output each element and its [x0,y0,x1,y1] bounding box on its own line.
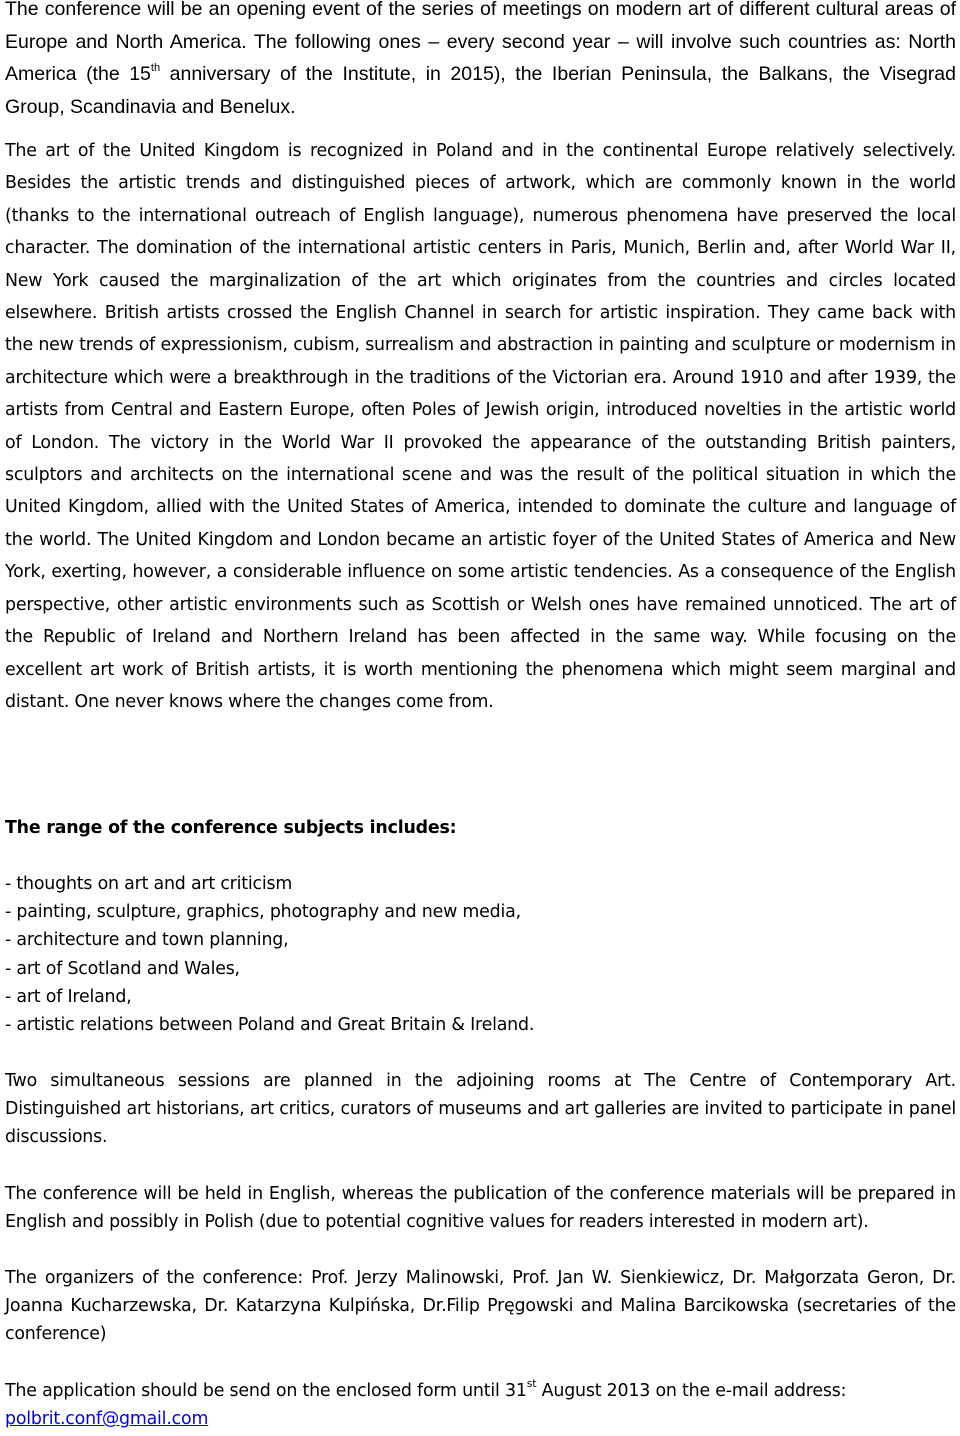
application-superscript: st [526,1377,537,1390]
application-text-part2: August 2013 on the e-mail address: [536,1381,847,1401]
subject-item: - artistic relations between Poland and Great Britain & Ireland. [5,1015,535,1036]
intro-superscript: th [150,62,161,74]
subjects-list [5,870,534,1039]
intro-paragraph [5,0,956,123]
language-paragraph: The conference will be held in English, whereas the publication of the conference materials will be prepared in English and possibly in Polish (due to potential cognitive values for readers interested in modern art). [5,1184,956,1233]
application-paragraph [5,1377,956,1433]
intro-text-part2: anniversary of the Institute, in 2015), the Iberian Peninsula, the Balkans, the Visegrad Group, Scandinavia and Benelux. [5,63,956,118]
intro-text-part1: The conference will be an opening event of the series of meetings on modern art of different cultural areas of Europe and North America. The following ones – every second year – will involve such countries as: North America (the 15 [5,0,956,85]
subject-item: - art of Scotland and Wales, [5,958,240,979]
email-link[interactable]: polbrit.conf@gmail.com [5,1409,209,1430]
main-paragraph: The art of the United Kingdom is recognized in Poland and in the continental Europe relatively selectively. Besides the artistic trends and distinguished pieces of artwork, which are commonly known in the world (thanks to the international outreach of English language), numerous phenomena have preserved the local character. The domination of the international artistic centers in Paris, Munich, Berlin and, after World War II, New York caused the marginalization of the art which originates from the countries and circles located elsewhere. British artists crossed the English Channel in search for artistic inspiration. They came back with the new trends of expressionism, cubism, surrealism and abstraction in painting and sculpture or modernism in architecture which were a breakthrough in the traditions of the Victorian era. Around 1910 and after 1939, the artists from Central and Eastern Europe, often Poles of Jewish origin, introduced novelties in the artistic world of London. The victory in the World War II provoked the appearance of the outstanding British painters, sculptors and architects on the international scene and was the result of the political situation in which the United Kingdom, allied with the United States of America, intended to dominate the culture and language of the world. The United Kingdom and London became an artistic foyer of the United States of America and New York, exerting, however, a considerable influence on some artistic tendencies. As a consequence of the English perspective, other artistic environments such as Scottish or Welsh ones have remained unnoticed. The art of the Republic of Ireland and Northern Ireland has been affected in the same way. While focusing on the excellent art work of British artists, it is worth mentioning the phenomena which might seem marginal and distant. One never knows where the changes come from. [5,141,956,712]
subject-item: - thoughts on art and art criticism [5,874,293,894]
organizers-paragraph: The organizers of the conference: Prof. Jerzy Malinowski, Prof. Jan W. Sienkiewicz, Dr. Małgorzata Geron, Dr. Joanna Kucharzewska, Dr. Katarzyna Kulpińska, Dr.Filip Pręgowski and Malina Barcikowska (secretaries of the conference) [5,1268,956,1345]
sessions-paragraph: Two simultaneous sessions are planned in the adjoining rooms at The Centre of Contemporary Art. Distinguished art historians, art critics, curators of museums and art galleries are invited to participate in panel discussions. [5,1071,956,1148]
subject-item: - art of Ireland, [5,986,132,1007]
subject-item: - architecture and town planning, [5,930,289,951]
application-text-part1: The application should be send on the enclosed form until 31 [5,1381,527,1401]
subjects-heading: The range of the conference subjects includes: [5,818,457,838]
subject-item: - painting, sculpture, graphics, photography and new media, [5,902,521,923]
